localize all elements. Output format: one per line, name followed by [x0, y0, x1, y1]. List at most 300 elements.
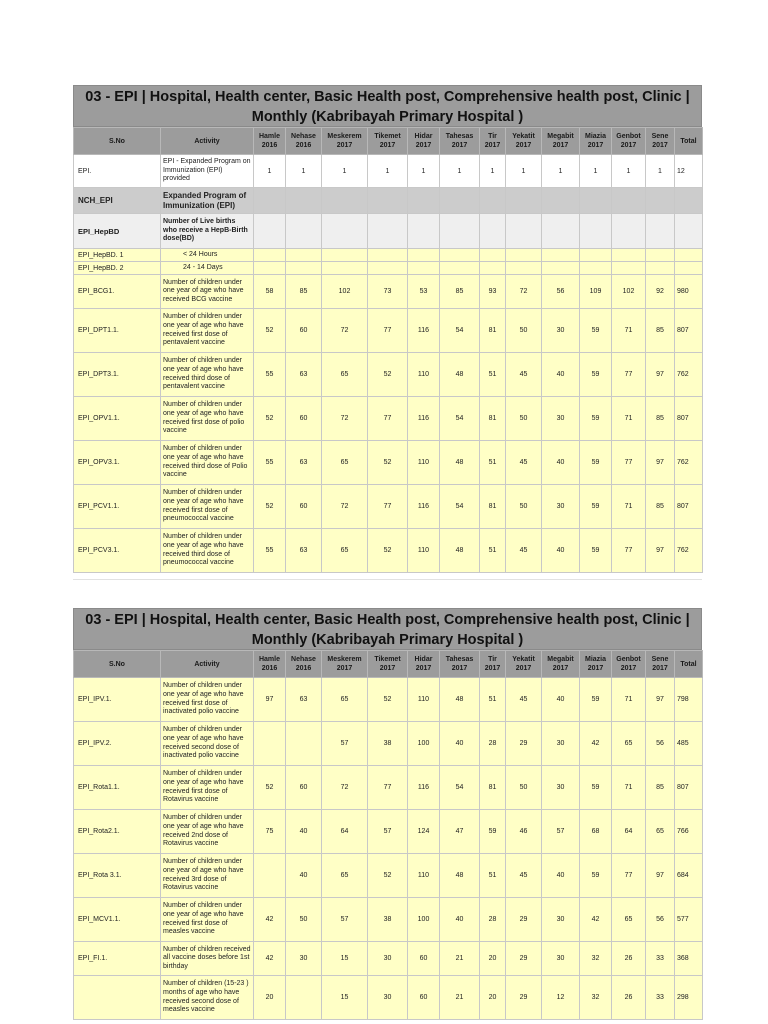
cell-activity: Number of Live births who receive a HepB-Birth dose(BD): [161, 214, 254, 249]
cell-value: 26: [612, 942, 646, 976]
cell-value: 59: [580, 678, 612, 722]
cell-value: 50: [506, 309, 542, 353]
cell-value: [254, 854, 286, 898]
cell-value: 1: [506, 155, 542, 188]
cell-value: 20: [254, 976, 286, 1020]
cell-sno: [74, 976, 161, 1020]
cell-value: 81: [480, 397, 506, 441]
cell-value: 52: [368, 678, 408, 722]
cell-value: 75: [254, 810, 286, 854]
cell-value: 55: [254, 353, 286, 397]
cell-value: 56: [646, 722, 675, 766]
cell-value: 124: [408, 810, 440, 854]
cell-value: 54: [440, 766, 480, 810]
cell-activity: Number of children under one year of age who have received first dose of pneumococcal vaccine: [161, 485, 254, 529]
cell-value: 42: [254, 942, 286, 976]
cell-value: 58: [254, 275, 286, 309]
column-header: Yekatit 2017: [506, 651, 542, 678]
cell-value: [480, 188, 506, 214]
cell-value: 59: [580, 309, 612, 353]
cell-activity: Number of children under one year of age who have received third dose of pentavalent vaccine: [161, 353, 254, 397]
cell-value: 59: [580, 397, 612, 441]
cell-value: 60: [286, 485, 322, 529]
cell-value: [368, 249, 408, 262]
cell-value: 85: [286, 275, 322, 309]
cell-value: 81: [480, 309, 506, 353]
cell-value: 72: [322, 397, 368, 441]
cell-activity: Number of children under one year of age who have received first dose of inactivated polio vaccine: [161, 678, 254, 722]
cell-value: 85: [646, 766, 675, 810]
cell-value: 63: [286, 441, 322, 485]
cell-value: 71: [612, 397, 646, 441]
cell-value: 42: [254, 898, 286, 942]
cell-value: 1: [580, 155, 612, 188]
cell-value: [646, 214, 675, 249]
cell-value: 65: [322, 678, 368, 722]
cell-value: [580, 249, 612, 262]
table-row: [74, 309, 703, 353]
cell-total: 684: [675, 854, 703, 898]
cell-value: [542, 188, 580, 214]
cell-value: [286, 214, 322, 249]
cell-value: 30: [542, 722, 580, 766]
table-header-row: [74, 651, 703, 678]
table-row: [74, 529, 703, 573]
cell-value: 1: [408, 155, 440, 188]
cell-value: 40: [542, 678, 580, 722]
cell-total: 807: [675, 766, 703, 810]
cell-value: 65: [322, 854, 368, 898]
table-row: [74, 441, 703, 485]
cell-value: 97: [646, 529, 675, 573]
cell-value: 116: [408, 766, 440, 810]
cell-value: 30: [542, 942, 580, 976]
cell-value: 50: [506, 485, 542, 529]
cell-value: 116: [408, 485, 440, 529]
cell-value: 48: [440, 678, 480, 722]
cell-value: 29: [506, 898, 542, 942]
cell-total: 762: [675, 529, 703, 573]
column-header: Genbot 2017: [612, 651, 646, 678]
cell-value: 45: [506, 529, 542, 573]
cell-value: 40: [286, 854, 322, 898]
column-header: Tir 2017: [480, 651, 506, 678]
table-row: [74, 262, 703, 275]
cell-sno: EPI_OPV1.1.: [74, 397, 161, 441]
cell-value: [612, 188, 646, 214]
column-header: Meskerem 2017: [322, 128, 368, 155]
cell-value: 71: [612, 309, 646, 353]
column-header: Tikemet 2017: [368, 651, 408, 678]
cell-value: 1: [612, 155, 646, 188]
table-row: [74, 942, 703, 976]
cell-value: [612, 249, 646, 262]
epi-table: [73, 127, 703, 573]
table-row: [74, 766, 703, 810]
cell-value: 72: [322, 766, 368, 810]
cell-value: 110: [408, 441, 440, 485]
cell-value: 102: [322, 275, 368, 309]
cell-value: 26: [612, 976, 646, 1020]
cell-sno: EPI_Rota 3.1.: [74, 854, 161, 898]
cell-value: 57: [542, 810, 580, 854]
column-header: Tikemet 2017: [368, 128, 408, 155]
table-row: [74, 678, 703, 722]
cell-value: 20: [480, 976, 506, 1020]
cell-value: 97: [646, 353, 675, 397]
table-row: [74, 854, 703, 898]
column-header: Sene 2017: [646, 651, 675, 678]
cell-value: [506, 188, 542, 214]
cell-value: 116: [408, 309, 440, 353]
cell-value: 42: [580, 722, 612, 766]
cell-total: [675, 262, 703, 275]
cell-value: 77: [368, 766, 408, 810]
cell-value: [254, 722, 286, 766]
cell-value: [254, 188, 286, 214]
report-table-1: [73, 85, 702, 573]
column-header: S.No: [74, 128, 161, 155]
cell-value: 32: [580, 942, 612, 976]
cell-value: [322, 214, 368, 249]
cell-value: 77: [368, 485, 408, 529]
cell-value: [368, 214, 408, 249]
cell-value: [286, 262, 322, 275]
cell-value: 30: [542, 485, 580, 529]
cell-total: 980: [675, 275, 703, 309]
cell-total: 762: [675, 353, 703, 397]
cell-total: 368: [675, 942, 703, 976]
column-header: S.No: [74, 651, 161, 678]
report-table-2: [73, 608, 702, 1020]
cell-total: 807: [675, 397, 703, 441]
cell-value: [440, 262, 480, 275]
cell-value: 52: [254, 309, 286, 353]
cell-activity: Number of children (15-23 ) months of age who have received second dose of measles vaccine: [161, 976, 254, 1020]
cell-activity: Number of children under one year of age who have received first dose of polio vaccine: [161, 397, 254, 441]
cell-sno: EPI_BCG1.: [74, 275, 161, 309]
cell-value: [612, 214, 646, 249]
cell-sno: EPI_OPV3.1.: [74, 441, 161, 485]
cell-activity: Number of children under one year of age who have received second dose of inactivated polio vaccine: [161, 722, 254, 766]
cell-total: [675, 188, 703, 214]
cell-activity: Number of children under one year of age who have received third dose of pneumococcal vaccine: [161, 529, 254, 573]
cell-value: 65: [612, 898, 646, 942]
cell-value: 65: [612, 722, 646, 766]
cell-value: [480, 249, 506, 262]
column-header: Nehase 2016: [286, 651, 322, 678]
cell-value: 59: [580, 441, 612, 485]
cell-sno: EPI_HepBD. 2: [74, 262, 161, 275]
cell-value: 56: [646, 898, 675, 942]
cell-value: 1: [542, 155, 580, 188]
cell-value: [254, 214, 286, 249]
cell-sno: EPI_HepBD: [74, 214, 161, 249]
cell-value: 64: [322, 810, 368, 854]
cell-value: 29: [506, 976, 542, 1020]
cell-value: [286, 722, 322, 766]
cell-value: [440, 214, 480, 249]
cell-value: 97: [646, 678, 675, 722]
cell-value: [542, 262, 580, 275]
cell-value: 30: [542, 898, 580, 942]
column-header: Activity: [161, 128, 254, 155]
cell-value: 55: [254, 529, 286, 573]
column-header: Hidar 2017: [408, 651, 440, 678]
cell-value: 100: [408, 898, 440, 942]
cell-value: 52: [368, 854, 408, 898]
epi-table: [73, 650, 703, 1020]
cell-value: 63: [286, 529, 322, 573]
cell-value: 51: [480, 529, 506, 573]
cell-sno: EPI_Rota1.1.: [74, 766, 161, 810]
table-row: [74, 353, 703, 397]
cell-value: 71: [612, 766, 646, 810]
cell-value: 30: [286, 942, 322, 976]
cell-value: 72: [506, 275, 542, 309]
cell-value: 59: [580, 485, 612, 529]
cell-activity: Number of children under one year of age who have received 3rd dose of Rotavirus vaccine: [161, 854, 254, 898]
column-header: Total: [675, 128, 703, 155]
cell-value: 60: [286, 766, 322, 810]
cell-value: 64: [612, 810, 646, 854]
cell-value: 65: [646, 810, 675, 854]
cell-value: 54: [440, 485, 480, 529]
cell-activity: Number of children under one year of age who have received first dose of measles vaccine: [161, 898, 254, 942]
cell-value: 50: [506, 766, 542, 810]
cell-value: 40: [542, 441, 580, 485]
cell-total: 798: [675, 678, 703, 722]
cell-value: 33: [646, 976, 675, 1020]
cell-total: [675, 249, 703, 262]
cell-value: 57: [322, 722, 368, 766]
cell-activity: Expanded Program of Immunization (EPI): [161, 188, 254, 214]
cell-value: 71: [612, 678, 646, 722]
table-row: [74, 188, 703, 214]
cell-sno: EPI_PCV3.1.: [74, 529, 161, 573]
cell-value: 32: [580, 976, 612, 1020]
column-header: Activity: [161, 651, 254, 678]
cell-value: [322, 188, 368, 214]
cell-value: [408, 214, 440, 249]
cell-value: 65: [322, 441, 368, 485]
table-row: [74, 249, 703, 262]
cell-value: 55: [254, 441, 286, 485]
cell-value: 52: [368, 529, 408, 573]
cell-value: 45: [506, 353, 542, 397]
cell-value: 100: [408, 722, 440, 766]
cell-total: 298: [675, 976, 703, 1020]
cell-value: [506, 249, 542, 262]
cell-total: 807: [675, 309, 703, 353]
table-row: [74, 810, 703, 854]
column-header: Miazia 2017: [580, 651, 612, 678]
column-header: Tahesas 2017: [440, 651, 480, 678]
cell-value: 97: [646, 854, 675, 898]
cell-value: 51: [480, 353, 506, 397]
cell-sno: EPI_IPV.1.: [74, 678, 161, 722]
cell-value: 30: [368, 942, 408, 976]
cell-value: [580, 262, 612, 275]
cell-activity: Number of children under one year of age who have received first dose of pentavalent vaccine: [161, 309, 254, 353]
cell-activity: < 24 Hours: [161, 249, 254, 262]
cell-value: [368, 188, 408, 214]
cell-value: 60: [286, 397, 322, 441]
column-header: Genbot 2017: [612, 128, 646, 155]
cell-value: 59: [580, 529, 612, 573]
cell-value: 1: [322, 155, 368, 188]
cell-value: [480, 214, 506, 249]
column-header: Nehase 2016: [286, 128, 322, 155]
cell-value: 52: [254, 397, 286, 441]
cell-value: 42: [580, 898, 612, 942]
cell-value: 60: [408, 976, 440, 1020]
table-row: [74, 275, 703, 309]
column-header: Tir 2017: [480, 128, 506, 155]
cell-value: 57: [322, 898, 368, 942]
cell-value: 38: [368, 722, 408, 766]
cell-value: 97: [646, 441, 675, 485]
cell-value: 110: [408, 854, 440, 898]
cell-value: 56: [542, 275, 580, 309]
cell-sno: EPI_DPT3.1.: [74, 353, 161, 397]
cell-value: 97: [254, 678, 286, 722]
cell-value: 40: [440, 898, 480, 942]
cell-value: 1: [254, 155, 286, 188]
cell-value: 1: [480, 155, 506, 188]
cell-sno: EPI_DPT1.1.: [74, 309, 161, 353]
cell-value: 59: [480, 810, 506, 854]
cell-value: 28: [480, 898, 506, 942]
cell-value: 30: [542, 397, 580, 441]
cell-value: [580, 188, 612, 214]
cell-sno: EPI_FI.1.: [74, 942, 161, 976]
cell-value: 85: [646, 309, 675, 353]
table-row: [74, 397, 703, 441]
column-header: Megabit 2017: [542, 651, 580, 678]
table-header-row: [74, 128, 703, 155]
cell-value: [542, 214, 580, 249]
cell-value: [254, 262, 286, 275]
cell-value: 45: [506, 441, 542, 485]
table-row: [74, 722, 703, 766]
column-header: Megabit 2017: [542, 128, 580, 155]
cell-value: 33: [646, 942, 675, 976]
cell-value: 1: [286, 155, 322, 188]
cell-value: 52: [368, 353, 408, 397]
column-header: Meskerem 2017: [322, 651, 368, 678]
cell-value: 1: [646, 155, 675, 188]
cell-total: 577: [675, 898, 703, 942]
cell-value: [506, 262, 542, 275]
cell-value: [408, 188, 440, 214]
table-row: [74, 898, 703, 942]
cell-value: [542, 249, 580, 262]
cell-value: 116: [408, 397, 440, 441]
cell-value: [506, 214, 542, 249]
cell-value: 73: [368, 275, 408, 309]
cell-value: 21: [440, 942, 480, 976]
cell-activity: EPI - Expanded Program on Immunization (EPI) provided: [161, 155, 254, 188]
cell-value: 40: [542, 854, 580, 898]
cell-value: [646, 249, 675, 262]
cell-value: 51: [480, 441, 506, 485]
cell-activity: Number of children received all vaccine doses before 1st birthday: [161, 942, 254, 976]
cell-value: 102: [612, 275, 646, 309]
cell-value: [646, 262, 675, 275]
cell-value: 52: [368, 441, 408, 485]
cell-sno: EPI_MCV1.1.: [74, 898, 161, 942]
cell-value: [440, 249, 480, 262]
cell-value: 81: [480, 485, 506, 529]
cell-value: 52: [254, 485, 286, 529]
cell-value: 12: [542, 976, 580, 1020]
cell-value: 54: [440, 309, 480, 353]
cell-value: 21: [440, 976, 480, 1020]
cell-value: 71: [612, 485, 646, 529]
cell-total: 766: [675, 810, 703, 854]
column-header: Total: [675, 651, 703, 678]
cell-value: 51: [480, 678, 506, 722]
cell-value: 77: [612, 854, 646, 898]
cell-value: 72: [322, 485, 368, 529]
cell-total: 762: [675, 441, 703, 485]
cell-total: 485: [675, 722, 703, 766]
cell-value: 15: [322, 942, 368, 976]
cell-value: 63: [286, 678, 322, 722]
cell-value: 45: [506, 854, 542, 898]
cell-total: 807: [675, 485, 703, 529]
cell-sno: EPI_HepBD. 1: [74, 249, 161, 262]
cell-activity: Number of children under one year of age who have received first dose of Rotavirus vaccine: [161, 766, 254, 810]
cell-value: [612, 262, 646, 275]
table-row: [74, 976, 703, 1020]
cell-value: 77: [612, 441, 646, 485]
cell-value: 1: [368, 155, 408, 188]
cell-total: [675, 214, 703, 249]
table-row: [74, 485, 703, 529]
cell-value: [286, 188, 322, 214]
cell-value: 59: [580, 854, 612, 898]
cell-value: 38: [368, 898, 408, 942]
cell-value: 48: [440, 854, 480, 898]
cell-value: 53: [408, 275, 440, 309]
cell-value: 40: [286, 810, 322, 854]
cell-value: 29: [506, 722, 542, 766]
cell-activity: Number of children under one year of age who have received 2nd dose of Rotavirus vaccine: [161, 810, 254, 854]
cell-value: 59: [580, 766, 612, 810]
cell-value: 110: [408, 353, 440, 397]
cell-value: 60: [286, 309, 322, 353]
column-header: Hidar 2017: [408, 128, 440, 155]
cell-value: 15: [322, 976, 368, 1020]
cell-value: 20: [480, 942, 506, 976]
cell-sno: EPI_Rota2.1.: [74, 810, 161, 854]
cell-value: 45: [506, 678, 542, 722]
cell-sno: NCH_EPI: [74, 188, 161, 214]
report-title: 03 - EPI | Hospital, Health center, Basic Health post, Comprehensive health post, Clinic | Monthly (Kabribayah Primary Hospital ): [73, 608, 702, 650]
cell-value: [368, 262, 408, 275]
cell-value: 93: [480, 275, 506, 309]
cell-value: 85: [646, 485, 675, 529]
cell-value: 48: [440, 353, 480, 397]
cell-value: 68: [580, 810, 612, 854]
column-header: Hamle 2016: [254, 651, 286, 678]
cell-value: 1: [440, 155, 480, 188]
cell-value: 30: [368, 976, 408, 1020]
cell-value: 65: [322, 353, 368, 397]
cell-value: 85: [646, 397, 675, 441]
